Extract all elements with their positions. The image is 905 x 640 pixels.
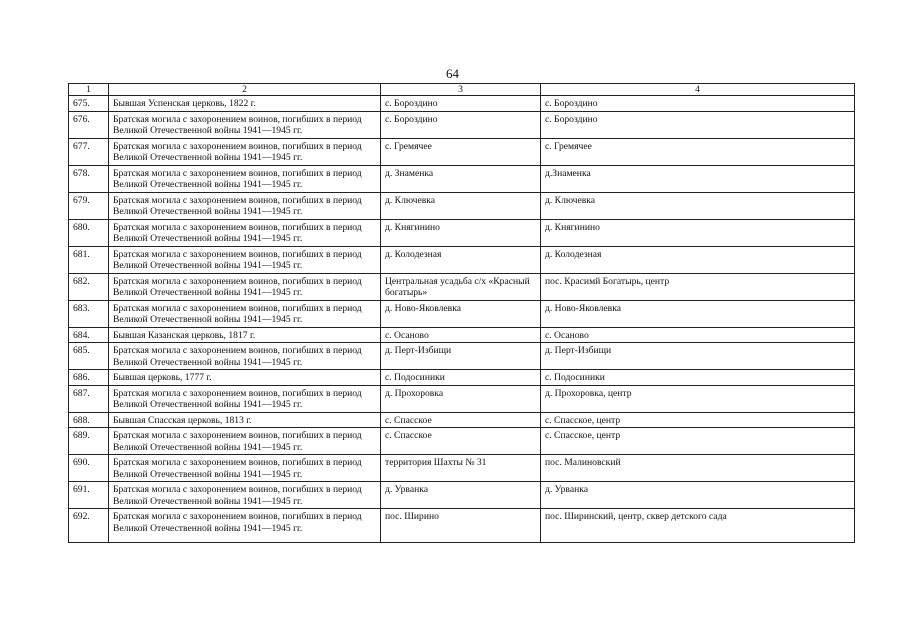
table-row xyxy=(69,343,855,370)
object-address: с. Бороздино xyxy=(541,111,855,138)
object-address: пос. Ширинский, центр, сквер детского сада xyxy=(541,509,855,543)
object-name: Братская могила с захоронением воинов, погибших в период Великой Отечественной войны 1941—1945 гг. xyxy=(109,219,381,246)
object-address: пос. Малиновский xyxy=(541,455,855,482)
object-location: д. Прохоровка xyxy=(381,385,541,412)
object-name: Братская могила с захоронением воинов, погибших в период Великой Отечественной войны 1941—1945 гг. xyxy=(109,273,381,300)
object-location: д. Знаменка xyxy=(381,165,541,192)
object-address: с. Бороздино xyxy=(541,96,855,112)
object-location: с. Спасское xyxy=(381,428,541,455)
object-name: Братская могила с захоронением воинов, погибших в период Великой Отечественной войны 1941—1945 гг. xyxy=(109,428,381,455)
object-location: с. Бороздино xyxy=(381,111,541,138)
object-location: территория Шахты № 31 xyxy=(381,455,541,482)
column-header-2: 2 xyxy=(109,84,381,96)
row-number: 677. xyxy=(69,138,109,165)
object-address: д. Прохоровка, центр xyxy=(541,385,855,412)
object-address: д. Перт-Избищи xyxy=(541,343,855,370)
table-row xyxy=(69,385,855,412)
table-row xyxy=(69,165,855,192)
table-row xyxy=(69,246,855,273)
row-number: 687. xyxy=(69,385,109,412)
object-address: с. Спасское, центр xyxy=(541,428,855,455)
table-row xyxy=(69,482,855,509)
object-address: д.Знаменка xyxy=(541,165,855,192)
row-number: 676. xyxy=(69,111,109,138)
object-location: д. Ключевка xyxy=(381,192,541,219)
row-number: 685. xyxy=(69,343,109,370)
object-location: д. Княгинино xyxy=(381,219,541,246)
object-address: д. Урванка xyxy=(541,482,855,509)
object-name: Бывшая Казанская церковь, 1817 г. xyxy=(109,327,381,343)
table-row xyxy=(69,327,855,343)
column-header-3: 3 xyxy=(381,84,541,96)
object-location: с. Спасское xyxy=(381,412,541,428)
object-name: Бывшая Успенская церковь, 1822 г. xyxy=(109,96,381,112)
object-address: д. Княгинино xyxy=(541,219,855,246)
object-address: пос. Красимй Богатырь, центр xyxy=(541,273,855,300)
row-number: 675. xyxy=(69,96,109,112)
row-number: 680. xyxy=(69,219,109,246)
object-location: Центральная усадьба с/х «Красный богатырь» xyxy=(381,273,541,300)
object-address: д. Ключевка xyxy=(541,192,855,219)
table-row xyxy=(69,300,855,327)
table-header-row xyxy=(69,84,855,96)
object-location: д. Ново-Яковлевка xyxy=(381,300,541,327)
object-name: Братская могила с захоронением воинов, погибших в период Великой Отечественной войны 1941—1945 гг. xyxy=(109,165,381,192)
object-name: Братская могила с захоронением воинов, погибших в период Великой Отечественной войны 1941—1945 гг. xyxy=(109,138,381,165)
column-header-4: 4 xyxy=(541,84,855,96)
object-location: д. Урванка xyxy=(381,482,541,509)
row-number: 690. xyxy=(69,455,109,482)
table-row xyxy=(69,273,855,300)
table-row xyxy=(69,192,855,219)
object-location: с. Бороздино xyxy=(381,96,541,112)
table-row xyxy=(69,428,855,455)
object-address: с. Спасское, центр xyxy=(541,412,855,428)
object-name: Братская могила с захоронением воинов, погибших в период Великой Отечественной войны 1941—1945 гг. xyxy=(109,509,381,543)
row-number: 682. xyxy=(69,273,109,300)
object-address: д. Ново-Яковлевка xyxy=(541,300,855,327)
object-location: д. Колодезная xyxy=(381,246,541,273)
object-name: Братская могила с захоронением воинов, погибших в период Великой Отечественной войны 1941—1945 гг. xyxy=(109,192,381,219)
row-number: 688. xyxy=(69,412,109,428)
heritage-registry-table xyxy=(68,83,855,543)
object-name: Братская могила с захоронением воинов, погибших в период Великой Отечественной войны 1941—1945 гг. xyxy=(109,385,381,412)
row-number: 692. xyxy=(69,509,109,543)
object-location: д. Перт-Избищи xyxy=(381,343,541,370)
object-name: Бывшая церковь, 1777 г. xyxy=(109,370,381,386)
row-number: 679. xyxy=(69,192,109,219)
row-number: 681. xyxy=(69,246,109,273)
row-number: 691. xyxy=(69,482,109,509)
object-location: пос. Ширино xyxy=(381,509,541,543)
object-address: с. Осаново xyxy=(541,327,855,343)
object-name: Братская могила с захоронением воинов, погибших в период Великой Отечественной войны 1941—1945 гг. xyxy=(109,300,381,327)
table-row xyxy=(69,455,855,482)
row-number: 689. xyxy=(69,428,109,455)
table-row xyxy=(69,509,855,543)
object-address: с. Гремячее xyxy=(541,138,855,165)
row-number: 683. xyxy=(69,300,109,327)
object-location: с. Гремячее xyxy=(381,138,541,165)
table-row xyxy=(69,412,855,428)
object-name: Братская могила с захоронением воинов, погибших в период Великой Отечественной войны 1941—1945 гг. xyxy=(109,246,381,273)
row-number: 684. xyxy=(69,327,109,343)
table-row xyxy=(69,96,855,112)
table-row xyxy=(69,219,855,246)
object-location: с. Подосиники xyxy=(381,370,541,386)
object-address: д. Колодезная xyxy=(541,246,855,273)
object-name: Бывшая Спасская церковь, 1813 г. xyxy=(109,412,381,428)
table-row xyxy=(69,370,855,386)
row-number: 686. xyxy=(69,370,109,386)
object-name: Братская могила с захоронением воинов, погибших в период Великой Отечественной войны 1941—1945 гг. xyxy=(109,343,381,370)
column-header-1: 1 xyxy=(69,84,109,96)
object-address: с. Подосиники xyxy=(541,370,855,386)
table-row xyxy=(69,138,855,165)
object-location: с. Осаново xyxy=(381,327,541,343)
page-number: 64 xyxy=(446,66,459,81)
object-name: Братская могила с захоронением воинов, погибших в период Великой Отечественной войны 1941—1945 гг. xyxy=(109,455,381,482)
table-row xyxy=(69,111,855,138)
object-name: Братская могила с захоронением воинов, погибших в период Великой Отечественной войны 1941—1945 гг. xyxy=(109,482,381,509)
object-name: Братская могила с захоронением воинов, погибших в период Великой Отечественной войны 1941—1945 гг. xyxy=(109,111,381,138)
row-number: 678. xyxy=(69,165,109,192)
